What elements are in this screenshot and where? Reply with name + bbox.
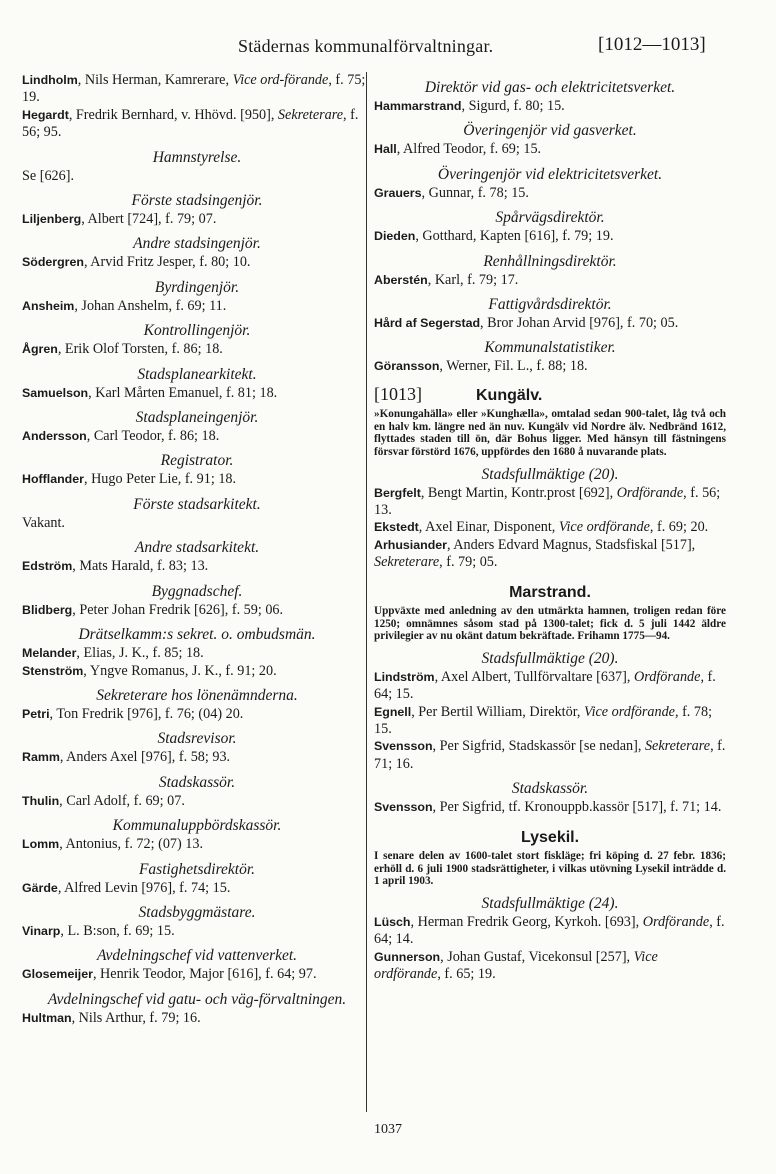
- person-dates: , f. 56; 95.: [22, 106, 359, 141]
- town-heading: Marstrand.: [509, 583, 591, 601]
- section-heading: Avdelningschef vid vattenverket.: [96, 947, 298, 965]
- person-entry: [374, 141, 726, 158]
- page-number: 1037: [374, 1122, 402, 1137]
- person-name: Gärde: [22, 880, 58, 895]
- person-entry: [22, 72, 372, 107]
- person-name: Andersson: [22, 429, 87, 444]
- person-entry: [22, 880, 372, 897]
- person-name: Petri: [22, 706, 50, 721]
- section-heading: Stadsplanearkitekt.: [137, 365, 257, 383]
- person-entry: [374, 914, 726, 949]
- person-entry: [22, 602, 372, 619]
- column-divider: [366, 72, 367, 1112]
- section-heading: Kommunaluppbördskassör.: [112, 817, 282, 835]
- person-entry: [22, 211, 372, 228]
- person-entry: [22, 923, 372, 940]
- person-entry: [374, 949, 726, 984]
- section-heading: Hamnstyrelse.: [152, 148, 242, 166]
- person-name: Thulin: [22, 793, 60, 808]
- person-details: , Per Sigfrid, Stadskassör [se nedan],: [432, 738, 645, 755]
- person-details: , Peter Johan Fredrik [626], f. 59; 06.: [72, 601, 284, 618]
- person-role: Vice ordförande: [374, 948, 658, 983]
- plain-text: Se [626].: [22, 167, 75, 184]
- person-name: Lüsch: [374, 914, 411, 929]
- person-details: , Karl, f. 79; 17.: [427, 271, 519, 288]
- person-entry: [22, 836, 372, 853]
- person-details: , Karl Mårten Emanuel, f. 81; 18.: [88, 384, 278, 401]
- person-details: , Gotthard, Kapten [616], f. 79; 19.: [415, 228, 614, 245]
- person-details: , Alfred Teodor, f. 69; 15.: [396, 141, 542, 158]
- person-details: , Per Bertil William, Direktör,: [411, 703, 584, 720]
- left-column: [22, 72, 372, 1027]
- person-details: , Bengt Martin, Kontr.prost [692],: [420, 484, 617, 501]
- town-description: I senare delen av 1600-talet stort fiskläge; fri köping d. 27 febr. 1836; erhöll d. 6 juli 1900 stadsrättigheter, i vilkas utövning Lysekil inträdde d. 1 april 1903.: [374, 850, 726, 888]
- person-details: , Alfred Levin [976], f. 74; 15.: [57, 879, 231, 896]
- section-heading: Byrdingenjör.: [154, 278, 240, 296]
- section-heading: Sekreterare hos lönenämnderna.: [96, 686, 298, 704]
- person-name: Hård af Segerstad: [374, 316, 481, 331]
- person-dates: , f. 64; 15.: [374, 668, 716, 703]
- person-role: Ordförande: [616, 484, 684, 501]
- person-role: Vice ordförande: [583, 703, 675, 720]
- person-entry: [22, 966, 372, 983]
- person-entry: [374, 519, 726, 536]
- person-details: , Werner, Fil. L., f. 88; 18.: [439, 358, 588, 375]
- right-column: [374, 72, 726, 984]
- person-details: , Fredrik Bernhard, v. Hhövd. [950],: [68, 106, 278, 123]
- person-role: Sekreterare: [644, 738, 711, 755]
- person-details: , Bror Johan Arvid [976], f. 70; 05.: [480, 315, 679, 332]
- person-name: Ekstedt: [374, 520, 419, 535]
- person-dates: , f. 78; 15.: [374, 703, 713, 738]
- person-details: , Anders Axel [976], f. 58; 93.: [59, 749, 231, 766]
- person-entry: [374, 704, 726, 739]
- page-header: [0, 30, 776, 64]
- person-role: Sekreterare: [277, 106, 344, 123]
- section-heading: Stadsfullmäktige (20).: [481, 465, 619, 483]
- section-heading: Andre stadsingenjör.: [133, 235, 261, 253]
- person-details: , Johan Anshelm, f. 69; 11.: [74, 297, 227, 314]
- person-entry: [22, 107, 372, 142]
- person-name: Dieden: [374, 229, 416, 244]
- page-title: Städernas kommunalförvaltningar.: [238, 36, 494, 56]
- town-heading: Lysekil.: [520, 828, 580, 846]
- person-details: , Henrik Teodor, Major [616], f. 64; 97.: [92, 966, 317, 983]
- person-entry: [22, 428, 372, 445]
- plain-text: Vakant.: [22, 514, 65, 531]
- person-name: Egnell: [374, 704, 412, 719]
- person-name: Grauers: [374, 185, 422, 200]
- person-details: , Nils Arthur, f. 79; 16.: [71, 1009, 201, 1026]
- person-name: Edström: [22, 559, 73, 574]
- person-entry: [374, 315, 726, 332]
- section-heading: Kommunalstatistiker.: [484, 339, 616, 357]
- person-name: Vinarp: [22, 923, 61, 938]
- section-heading: Överingenjör vid gasverket.: [463, 122, 637, 140]
- person-entry: [22, 793, 372, 810]
- person-dates: , f. 75; 19.: [22, 72, 366, 106]
- section-heading: Stadsbyggmästare.: [138, 903, 256, 921]
- person-entry: [374, 738, 726, 773]
- person-dates: , f. 64; 14.: [374, 913, 725, 948]
- person-entry: [22, 706, 372, 723]
- person-entry: [374, 485, 726, 520]
- person-dates: , f. 71; 16.: [374, 738, 726, 772]
- person-name: Hammarstrand: [374, 99, 462, 113]
- person-name: Lindholm: [22, 73, 78, 87]
- section-heading: Stadsfullmäktige (24).: [481, 894, 619, 912]
- town-heading: Kungälv.: [476, 386, 543, 404]
- section-heading: Direktör vid gas- och elektricitetsverket.: [424, 79, 676, 96]
- person-entry: [374, 185, 726, 202]
- person-entry: [374, 358, 726, 375]
- section-heading: Stadsfullmäktige (20).: [481, 649, 619, 667]
- person-dates: , f. 56; 13.: [374, 484, 721, 519]
- person-entry: [22, 749, 372, 766]
- person-name: Glosemeijer: [22, 967, 93, 982]
- section-heading: Byggnadschef.: [151, 582, 243, 600]
- person-details: , Sigurd, f. 80; 15.: [461, 98, 565, 114]
- person-details: , Gunnar, f. 78; 15.: [421, 184, 529, 201]
- person-details: , Yngve Romanus, J. K., f. 91; 20.: [83, 662, 277, 679]
- person-details: , Herman Fredrik Georg, Kyrkoh. [693],: [410, 913, 643, 930]
- town-description: Uppväxte med anledning av den utmärkta hamnen, troligen redan före 1250; omnämnes såsom stad på 1300-talet; fick d. 5 juli 1442 äldre privilegier av nu okänt datum bekräftade. Frihamn 1775—94.: [374, 605, 726, 643]
- section-heading: Stadskassör.: [511, 780, 589, 798]
- person-name: Bergfelt: [374, 485, 421, 500]
- person-entry: [22, 1010, 372, 1027]
- section-heading: Stadskassör.: [158, 773, 236, 791]
- person-name: Blidberg: [22, 602, 73, 617]
- person-entry: [22, 254, 372, 271]
- person-details: , L. B:son, f. 69; 15.: [60, 922, 175, 939]
- person-details: , Albert [724], f. 79; 07.: [81, 211, 217, 228]
- person-entry: [22, 341, 372, 358]
- person-role: Vice ordförande: [558, 519, 650, 536]
- person-name: Lindström: [374, 669, 435, 684]
- person-name: Aberstén: [374, 272, 428, 287]
- person-entry: [22, 471, 372, 488]
- person-name: Svensson: [374, 739, 433, 754]
- town-heading-row: [374, 383, 726, 404]
- section-heading: Spårvägsdirektör.: [495, 209, 605, 227]
- person-details: , Mats Harald, f. 83; 13.: [72, 558, 209, 575]
- person-entry: [374, 272, 726, 289]
- person-dates: , f. 69; 20.: [649, 519, 709, 536]
- person-dates: , f. 79; 05.: [439, 554, 498, 571]
- person-name: Södergren: [22, 255, 84, 270]
- person-details: , Carl Adolf, f. 69; 07.: [59, 792, 185, 809]
- person-details: , Arvid Fritz Jesper, f. 80; 10.: [83, 254, 251, 271]
- person-role: Ordförande: [642, 913, 710, 930]
- section-heading: Stadsrevisor.: [157, 730, 237, 748]
- person-name: Ansheim: [22, 298, 75, 313]
- person-name: Hegardt: [22, 107, 69, 122]
- person-entry: [22, 558, 372, 575]
- person-name: Arhusiander: [374, 537, 447, 552]
- person-role: Sekreterare: [374, 554, 440, 571]
- person-name: Stenström: [22, 663, 84, 678]
- person-entry: [374, 98, 726, 115]
- person-name: Gunnerson: [374, 949, 441, 964]
- person-entry: [374, 799, 726, 816]
- person-details: , Anders Edvard Magnus, Stadsfiskal [517],: [446, 536, 696, 553]
- person-details: , Elias, J. K., f. 85; 18.: [76, 645, 204, 662]
- person-details: , Erik Olof Torsten, f. 86; 18.: [57, 341, 223, 358]
- section-heading: Andre stadsarkitekt.: [134, 539, 260, 557]
- person-entry: [22, 663, 372, 680]
- section-heading: Kontrollingenjör.: [143, 322, 251, 340]
- person-entry: [374, 537, 726, 572]
- person-role: Ordförande: [633, 668, 701, 685]
- person-details: , Hugo Peter Lie, f. 91; 18.: [83, 471, 237, 488]
- person-name: Hofflander: [22, 472, 84, 487]
- person-name: Liljenberg: [22, 212, 82, 227]
- person-entry: [374, 669, 726, 704]
- entry-range: [1012—1013]: [598, 34, 706, 55]
- section-heading: Fattigvårdsdirektör.: [488, 296, 612, 314]
- person-details: , Axel Albert, Tullförvaltare [637],: [434, 668, 634, 685]
- section-heading: Fastighetsdirektör.: [138, 860, 256, 878]
- section-heading: Överingenjör vid elektricitetsverket.: [437, 165, 663, 183]
- person-role: Vice ord-förande: [232, 72, 329, 88]
- person-details: , Axel Einar, Disponent,: [418, 519, 559, 536]
- person-name: Göransson: [374, 359, 440, 374]
- section-heading: Avdelningschef vid gatu- och väg-förvaltningen.: [47, 990, 347, 1008]
- person-entry: [22, 645, 372, 662]
- person-dates: , f. 65; 19.: [437, 966, 496, 983]
- section-heading: Förste stadsingenjör.: [131, 192, 263, 210]
- person-details: , Ton Fredrik [976], f. 76; (04) 20.: [49, 705, 244, 722]
- person-details: , Per Sigfrid, tf. Kronouppb.kassör [517], f. 71; 14.: [432, 799, 722, 816]
- town-description: »Konungahälla» eller »Kunghælla», omtalad sedan 900-talet, låg två och en halv km. längre ned än nuv. Kungälv vid Nordre älv. Nedbränd 1612, flyttades staden till ön, där Bohus ligger. Med hänsyn till fästningens försvar förstörd 1676, uppfördes den 1680 å nuvarande plats.: [374, 408, 726, 459]
- person-name: Samuelson: [22, 385, 89, 400]
- section-heading: Registrator.: [160, 452, 234, 470]
- person-name: Svensson: [374, 800, 433, 815]
- person-name: Hultman: [22, 1010, 72, 1025]
- section-heading: Stadsplaneingenjör.: [135, 409, 259, 427]
- person-entry: [22, 298, 372, 315]
- town-entry-number: [1013]: [374, 383, 422, 404]
- person-name: Lomm: [22, 837, 60, 852]
- person-name: Ramm: [22, 750, 60, 765]
- person-name: Melander: [22, 646, 77, 661]
- section-heading: Förste stadsarkitekt.: [133, 495, 261, 513]
- person-details: , Antonius, f. 72; (07) 13.: [59, 836, 204, 853]
- person-name: Hall: [374, 142, 397, 157]
- section-heading: Renhållningsdirektör.: [483, 252, 617, 270]
- person-details: , Johan Gustaf, Vicekonsul [257],: [440, 948, 634, 965]
- person-entry: [374, 228, 726, 245]
- person-name: Ågren: [22, 342, 58, 357]
- person-details: , Carl Teodor, f. 86; 18.: [86, 428, 220, 445]
- section-heading: Drätselkamm:s sekret. o. ombudsmän.: [78, 626, 316, 644]
- person-details: , Nils Herman, Kamrerare,: [77, 72, 233, 88]
- person-entry: [22, 385, 372, 402]
